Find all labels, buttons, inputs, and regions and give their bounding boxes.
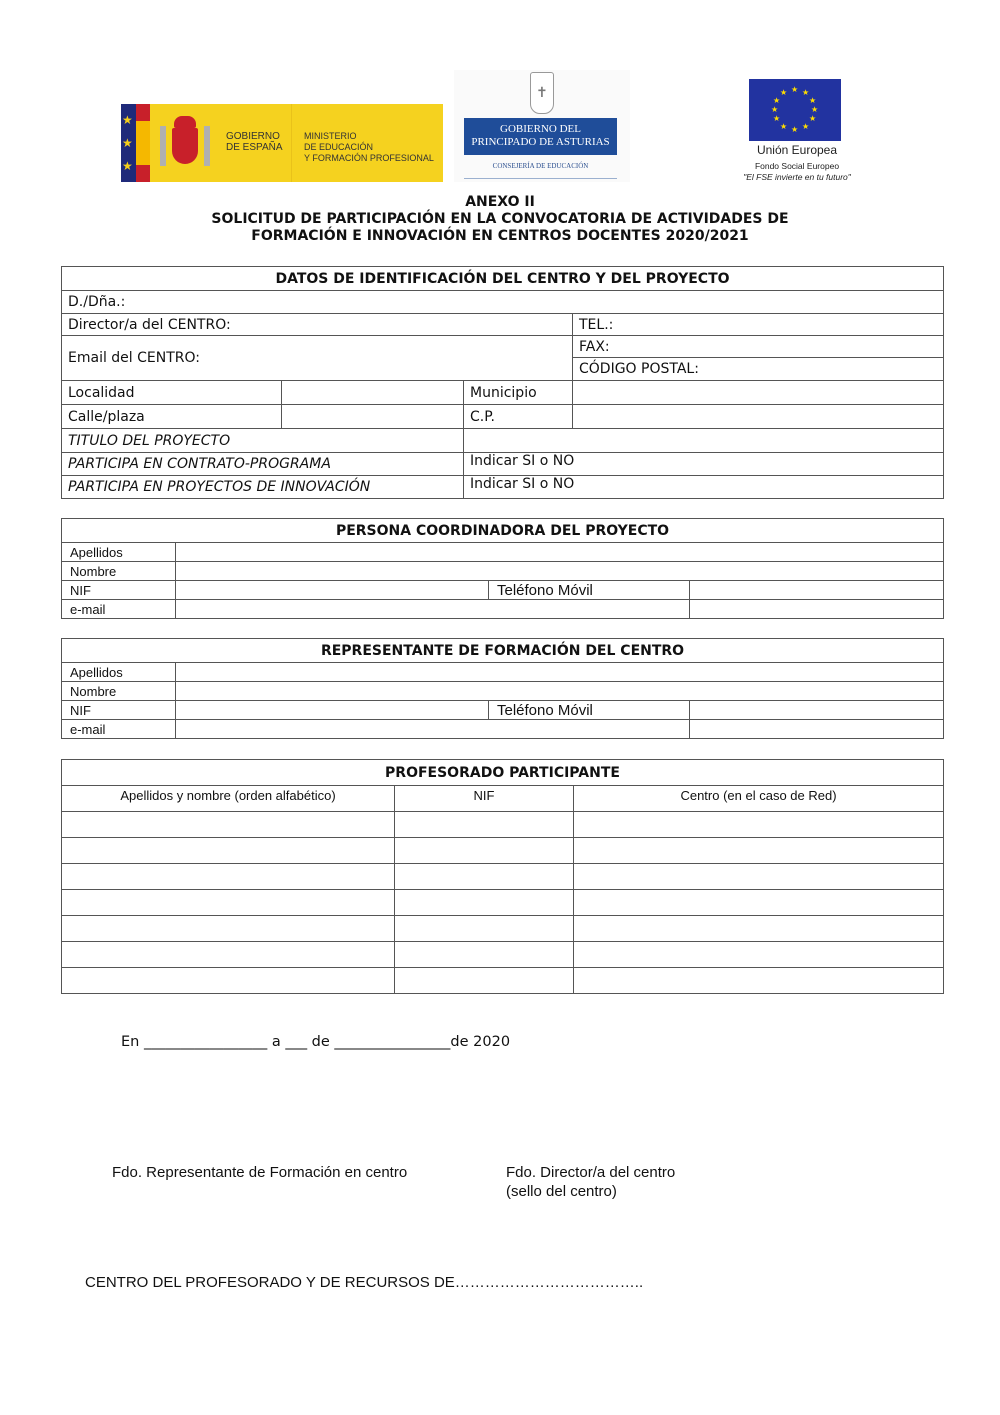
column-header-nif: NIF [395, 786, 574, 812]
calle-label: Calle/plaza [62, 405, 282, 429]
signature-director: Fdo. Director/a del centro (sello del centro) [506, 1164, 676, 1200]
centro-cell[interactable] [574, 812, 944, 838]
eu-flag-icon: ★ ★ ★ ★ ★ ★ ★ ★ ★ ★ ★ ★ [749, 79, 841, 141]
column-header-nombre: Apellidos y nombre (orden alfabético) [62, 786, 395, 812]
nif-cell[interactable] [395, 968, 574, 994]
nombre-cell[interactable] [62, 890, 395, 916]
document-title: ANEXO II SOLICITUD DE PARTICIPACIÓN EN LA CONVOCATORIA DE ACTIVIDADES DE FORMACIÓN E INNOVACIÓN EN CENTROS DOCENTES 2020/2021 [0, 194, 1000, 245]
localidad-input[interactable] [282, 381, 464, 405]
nif-cell[interactable] [395, 916, 574, 942]
nif-input[interactable] [176, 701, 489, 720]
section-header: PROFESORADO PARTICIPANTE [62, 760, 944, 786]
nombre-cell[interactable] [62, 838, 395, 864]
email-centro-field[interactable]: Email del CENTRO: [62, 336, 573, 381]
centro-cell[interactable] [574, 942, 944, 968]
municipio-input[interactable] [573, 381, 944, 405]
email-label: e-mail [62, 720, 176, 739]
centro-cell[interactable] [574, 968, 944, 994]
nombre-input[interactable] [176, 682, 944, 701]
profesorado-table [61, 759, 944, 994]
section-header: DATOS DE IDENTIFICACIÓN DEL CENTRO Y DEL PROYECTO [62, 267, 944, 291]
column-header-centro: Centro (en el caso de Red) [574, 786, 944, 812]
centro-cell[interactable] [574, 916, 944, 942]
section-header: REPRESENTANTE DE FORMACIÓN DEL CENTRO [62, 639, 944, 663]
telefono-input[interactable] [690, 581, 944, 600]
email-input[interactable] [176, 720, 690, 739]
annex-label: ANEXO II [465, 194, 535, 210]
contrato-programa-input[interactable]: Indicar SI o NO [464, 453, 944, 476]
table-row [62, 864, 944, 890]
union-europea-logo [727, 79, 867, 185]
titulo-label: TITULO DEL PROYECTO [62, 429, 464, 453]
telefono-label: Teléfono Móvil [489, 701, 690, 720]
dona-field[interactable]: D./Dña.: [62, 291, 944, 314]
tel-field[interactable]: TEL.: [573, 314, 944, 336]
table-row [62, 916, 944, 942]
apellidos-input[interactable] [176, 543, 944, 562]
centro-cell[interactable] [574, 864, 944, 890]
principado-asturias-logo [454, 70, 630, 182]
innovacion-label: PARTICIPA EN PROYECTOS DE INNOVACIÓN [62, 476, 464, 499]
nombre-label: Nombre [62, 562, 176, 581]
nif-cell[interactable] [395, 890, 574, 916]
table-row [62, 812, 944, 838]
telefono-label: Teléfono Móvil [489, 581, 690, 600]
centro-cell[interactable] [574, 838, 944, 864]
nif-cell[interactable] [395, 838, 574, 864]
nombre-cell[interactable] [62, 916, 395, 942]
ministerio-text: MINISTERIO DE EDUCACIÓN Y FORMACIÓN PROFESIONAL [304, 131, 434, 163]
gobierno-espana-text: GOBIERNO DE ESPAÑA [226, 131, 283, 153]
nif-cell[interactable] [395, 942, 574, 968]
fax-field[interactable]: FAX: [573, 336, 944, 358]
coordinadora-table [61, 518, 944, 619]
email-input[interactable] [176, 600, 690, 619]
codigo-postal-field[interactable]: CÓDIGO POSTAL: [573, 358, 944, 381]
nombre-input[interactable] [176, 562, 944, 581]
date-place-line[interactable]: En _________________ a ___ de ________________de 2020 [121, 1034, 511, 1050]
localidad-label: Localidad [62, 381, 282, 405]
titulo-input[interactable] [464, 429, 944, 453]
municipio-label: Municipio [464, 381, 573, 405]
apellidos-label: Apellidos [62, 663, 176, 682]
apellidos-input[interactable] [176, 663, 944, 682]
section-header: PERSONA COORDINADORA DEL PROYECTO [62, 519, 944, 543]
nif-cell[interactable] [395, 864, 574, 890]
representante-table [61, 638, 944, 739]
cpr-line: CENTRO DEL PROFESORADO Y DE RECURSOS DE……………………………….. [85, 1274, 644, 1291]
email-extra-input[interactable] [690, 600, 944, 619]
table-row [62, 890, 944, 916]
signature-representante: Fdo. Representante de Formación en centro [112, 1164, 408, 1181]
director-field[interactable]: Director/a del CENTRO: [62, 314, 573, 336]
nif-cell[interactable] [395, 812, 574, 838]
consejeria-text: CONSEJERÍA DE EDUCACIÓN [492, 162, 589, 170]
identificacion-table [61, 266, 944, 499]
eu-motto: "El FSE invierte en tu futuro" [743, 172, 851, 182]
calle-input[interactable] [282, 405, 464, 429]
cp-input[interactable] [573, 405, 944, 429]
email-label: e-mail [62, 600, 176, 619]
contrato-programa-label: PARTICIPA EN CONTRATO-PROGRAMA [62, 453, 464, 476]
asturias-crest-icon [530, 72, 554, 114]
logo-divider [291, 104, 292, 182]
nif-label: NIF [62, 581, 176, 600]
table-row [62, 942, 944, 968]
eu-fund: Fondo Social Europeo [754, 161, 840, 171]
asturias-name-box: GOBIERNO DEL PRINCIPADO DE ASTURIAS [464, 118, 617, 155]
nif-label: NIF [62, 701, 176, 720]
apellidos-label: Apellidos [62, 543, 176, 562]
nombre-cell[interactable] [62, 864, 395, 890]
table-row [62, 838, 944, 864]
eu-spain-flag-icon: ★ ★ ★ [121, 104, 150, 182]
email-extra-input[interactable] [690, 720, 944, 739]
eu-name: Unión Europea [756, 143, 838, 157]
nombre-cell[interactable] [62, 942, 395, 968]
asturias-underline [464, 178, 617, 179]
coat-of-arms-icon [150, 104, 210, 182]
innovacion-input[interactable]: Indicar SI o NO [464, 476, 944, 499]
nif-input[interactable] [176, 581, 489, 600]
nombre-cell[interactable] [62, 812, 395, 838]
centro-cell[interactable] [574, 890, 944, 916]
nombre-label: Nombre [62, 682, 176, 701]
table-row [62, 968, 944, 994]
nombre-cell[interactable] [62, 968, 395, 994]
cp-label: C.P. [464, 405, 573, 429]
telefono-input[interactable] [690, 701, 944, 720]
